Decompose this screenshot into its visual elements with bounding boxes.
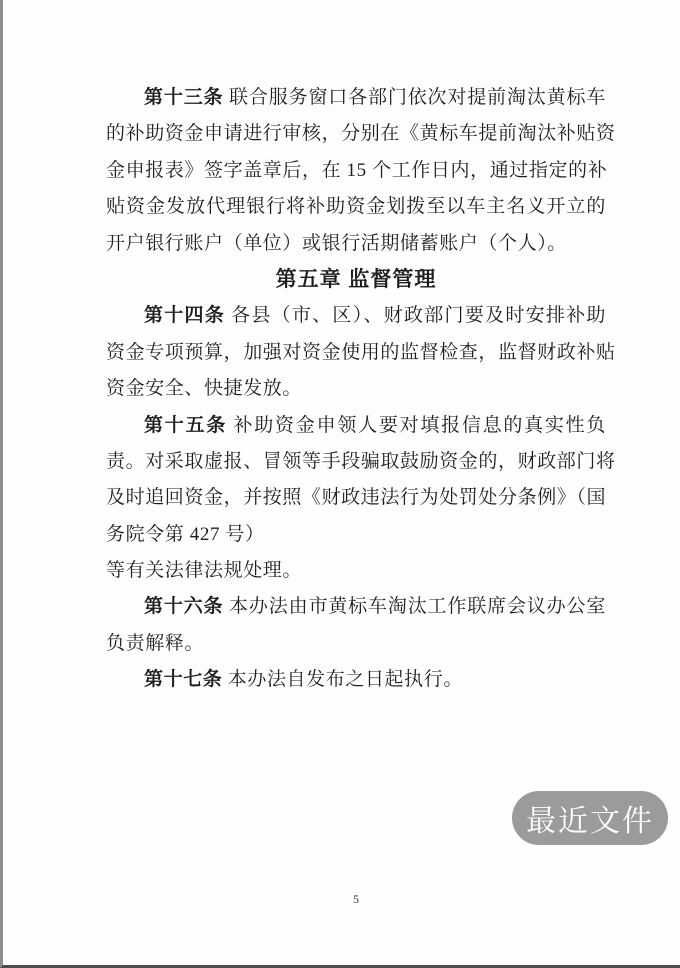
line-text: 本办法由市黄标车淘汰工作联席会议办公室: [223, 596, 606, 618]
recent-files-button[interactable]: 最近文件: [512, 791, 668, 845]
article-number: 第十四条: [144, 305, 226, 327]
line-text: 资金安全、快捷发放。: [106, 378, 303, 400]
document-body: [106, 80, 616, 699]
article-number: 第十五条: [144, 414, 228, 436]
paragraph-line: [106, 589, 606, 625]
paragraph-line: [106, 444, 616, 480]
line-text: 补助资金申领人要对填报信息的真实性负: [227, 414, 606, 436]
paragraph-line: [106, 116, 616, 152]
line-text: 责。对采取虚报、冒领等手段骗取鼓励资金的，财政部门将: [106, 450, 616, 472]
line-text: 负责解释。: [106, 632, 205, 654]
line-text: 的补助资金申请进行审核，分别在《黄标车提前淘汰补贴资: [106, 123, 616, 145]
paragraph-line: [106, 553, 606, 589]
paragraph-line: [106, 371, 606, 407]
paragraph-line: [106, 480, 606, 516]
paragraph-line: [106, 226, 606, 262]
paragraph-line: [106, 408, 606, 444]
page-number: 5: [353, 892, 359, 906]
line-text: 开户银行账户（单位）或银行活期储蓄账户（个人）。: [106, 232, 567, 254]
paragraph-line: [106, 80, 606, 116]
paragraph-line: [106, 335, 616, 371]
article-number: 第十六条: [144, 596, 224, 618]
paragraph-line: [106, 298, 606, 334]
line-text: 各县（市、区）、财政部门要及时安排补助: [225, 305, 606, 327]
line-text: 联合服务窗口各部门依次对提前淘汰黄标车: [223, 87, 606, 108]
line-text: 等有关法律法规处理。: [106, 560, 303, 582]
paragraph-line: [106, 153, 606, 189]
article-number: 第十七条: [144, 669, 223, 691]
line-text: 本办法自发布之日起执行。: [222, 669, 463, 691]
chapter-heading: 第五章 监督管理: [275, 267, 437, 291]
line-text: 金申报表》签字盖章后，在 15 个工作日内，通过指定的补: [106, 159, 608, 181]
article-number: 第十三条: [144, 87, 224, 108]
paragraph-line: [106, 626, 606, 662]
paragraph-line: [106, 189, 606, 225]
paragraph-line: [106, 517, 606, 553]
paragraph-line: [106, 662, 606, 698]
line-text: 务院令第 427 号）: [106, 523, 265, 545]
line-text: 贴资金发放代理银行将补助资金划拨至以车主名义开立的: [106, 196, 606, 218]
line-text: 资金专项预算，加强对资金使用的监督检查，监督财政补贴: [106, 341, 616, 363]
line-text: 及时追回资金，并按照《财政违法行为处罚处分条例》（国: [106, 487, 607, 509]
